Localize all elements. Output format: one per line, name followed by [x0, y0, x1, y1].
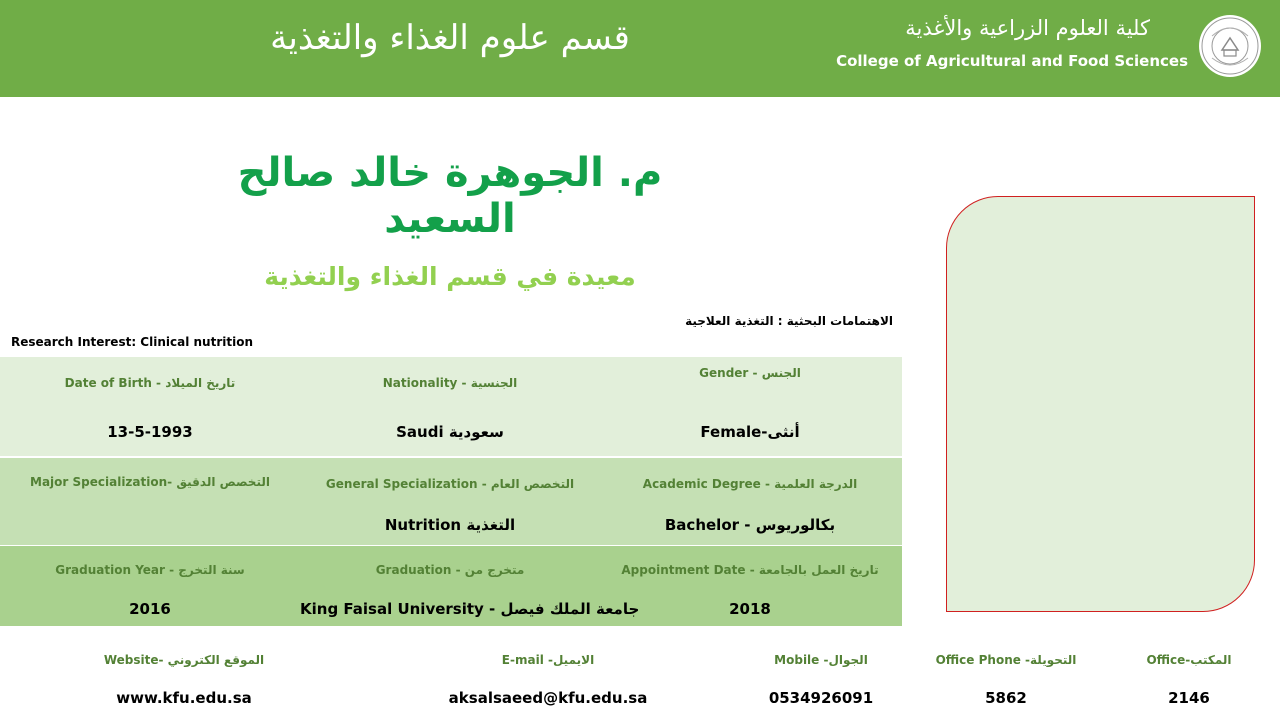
general-specialization-cell [300, 458, 600, 545]
mobile-label: Mobile -الجوال [774, 653, 868, 667]
nationality-cell [300, 357, 600, 456]
office-phone-value: 5862 [985, 689, 1027, 707]
email-label: E-mail -الايميل [501, 653, 595, 667]
gender-value: Female-أنثى [700, 423, 800, 441]
research-interest-arabic: الاهتمامات البحثية : التغذية العلاجية [685, 314, 893, 328]
info-row-academic [0, 458, 902, 545]
date-of-birth-label: Date of Birth - تاريخ الميلاد [64, 376, 236, 390]
office-phone-label: Office Phone -التحويلة [935, 653, 1077, 667]
nationality-label: Nationality - الجنسية [382, 376, 518, 390]
contact-email [428, 653, 668, 707]
gender-cell [600, 357, 900, 456]
email-value[interactable]: aksalsaeed@kfu.edu.sa [448, 689, 648, 707]
academic-degree-label: Academic Degree - الدرجة العلمية [642, 477, 858, 491]
gender-label: Gender - الجنس [699, 366, 801, 380]
info-row-personal [0, 357, 902, 456]
graduation-value: King Faisal University - جامعة الملك فيصل [300, 600, 640, 618]
header-banner [0, 0, 1280, 97]
academic-degree-cell [600, 458, 900, 545]
major-specialization-label: Major Specialization- التخصص الدقيق [30, 475, 270, 489]
major-specialization-cell [0, 458, 300, 545]
info-row-employment [0, 546, 902, 626]
graduation-label: Graduation - متخرج من [375, 563, 525, 577]
general-specialization-value: Nutrition التغذية [384, 516, 516, 534]
mobile-value: 0534926091 [768, 689, 874, 707]
graduation-year-label: Graduation Year - سنة التخرج [55, 563, 245, 577]
department-title: قسم علوم الغذاء والتغذية [270, 18, 630, 58]
academic-degree-value: Bachelor - بكالوريوس [664, 516, 836, 534]
graduation-year-value: 2016 [129, 600, 171, 618]
contact-mobile [751, 653, 891, 707]
graduation-year-cell [0, 546, 300, 626]
research-interest-english: Research Interest: Clinical nutrition [11, 335, 253, 349]
job-position: معيدة في قسم الغذاء والتغذية [264, 262, 636, 291]
website-label: Website- الموقع الكتروني [103, 653, 265, 667]
university-seal-icon [1198, 14, 1262, 78]
contact-office-phone [926, 653, 1086, 707]
office-label: Office-المكتب [1146, 653, 1232, 667]
date-of-birth-cell [0, 357, 300, 456]
office-value: 2146 [1168, 689, 1210, 707]
nationality-value: Saudi سعودية [396, 423, 504, 441]
profile-photo-frame [946, 196, 1255, 612]
date-of-birth-value: 13-5-1993 [107, 423, 193, 441]
graduation-cell [300, 546, 640, 626]
contact-website [74, 653, 294, 707]
general-specialization-label: General Specialization - التخصص العام [325, 477, 575, 491]
website-value[interactable]: www.kfu.edu.sa [116, 689, 252, 707]
college-name-english: College of Agricultural and Food Sciences [836, 52, 1188, 70]
appointment-date-cell [600, 546, 900, 626]
person-name: م. الجوهرة خالد صالح السعيد [237, 150, 663, 242]
appointment-date-value: 2018 [729, 600, 771, 618]
appointment-date-label: Appointment Date - تاريخ العمل بالجامعة [621, 563, 879, 577]
contact-office [1129, 653, 1249, 707]
college-name-arabic: كلية العلوم الزراعية والأغذية [905, 16, 1150, 40]
